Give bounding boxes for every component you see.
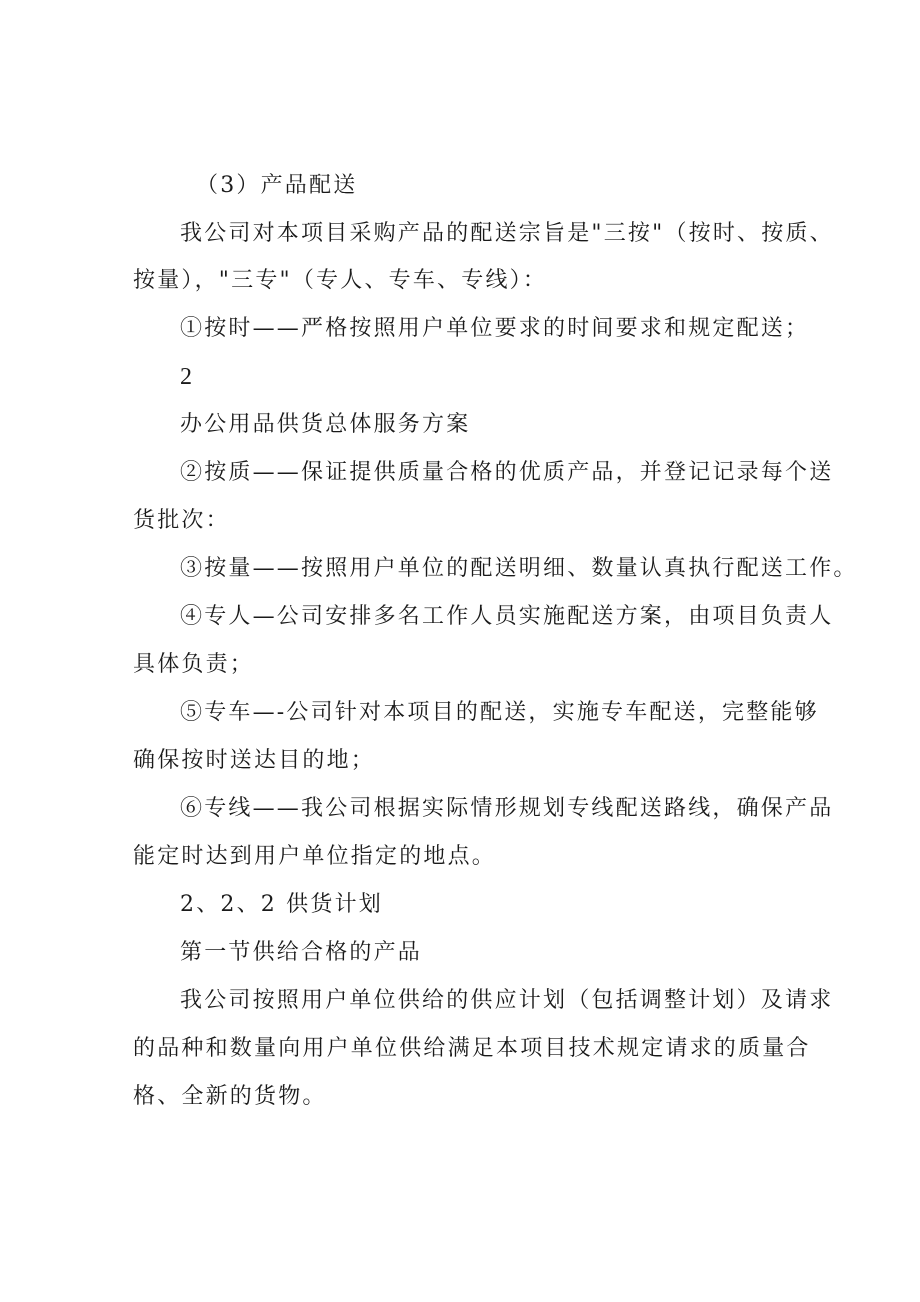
delivery-item-quantity: ③按量——按照用户单位的配送明细、数量认真执行配送工作。 [180, 556, 858, 581]
delivery-item-quality-line-2: 货批次： [133, 508, 230, 533]
supply-paragraph-line-1: 我公司按照用户单位供给的供应计划（包括调整计划）及请求 [180, 988, 834, 1013]
chapter-heading: 第一节供给合格的产品 [180, 940, 423, 965]
delivery-item-vehicle-line-1: ⑤专车—-公司针对本项目的配送，实施专车配送，完整能够 [180, 700, 819, 725]
section-heading: （3）产品配送 [196, 173, 358, 198]
intro-paragraph-line-2: 按量），"三专"（专人、专车、专线）： [133, 268, 548, 293]
supply-paragraph-line-3: 格、全新的货物。 [133, 1084, 327, 1109]
page-number: 2 [180, 364, 192, 390]
supply-paragraph-line-2: 的品种和数量向用户单位供给满足本项目技术规定请求的质量合 [133, 1036, 811, 1061]
subsection-heading: 2、2、2 供货计划 [180, 892, 383, 917]
intro-paragraph-line-1: 我公司对本项目采购产品的配送宗旨是"三按"（按时、按质、 [180, 221, 834, 246]
delivery-item-route-line-1: ⑥专线——我公司根据实际情形规划专线配送路线，确保产品 [180, 796, 834, 821]
delivery-item-route-line-2: 能定时达到用户单位指定的地点。 [133, 844, 497, 869]
delivery-item-quality-line-1: ②按质——保证提供质量合格的优质产品，并登记记录每个送 [180, 460, 834, 485]
running-header: 办公用品供货总体服务方案 [180, 412, 471, 437]
delivery-item-vehicle-line-2: 确保按时送达目的地； [133, 748, 376, 773]
delivery-item-staff-line-1: ④专人—公司安排多名工作人员实施配送方案，由项目负责人 [180, 604, 834, 629]
delivery-item-staff-line-2: 具体负责； [133, 652, 255, 677]
delivery-item-on-time: ①按时——严格按照用户单位要求的时间要求和规定配送； [180, 316, 810, 341]
